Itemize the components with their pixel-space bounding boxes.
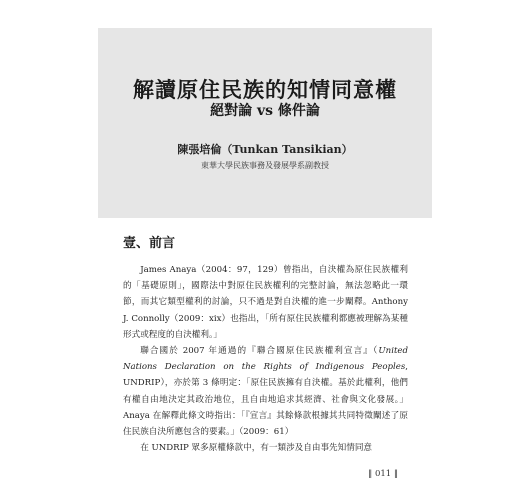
paragraph-text: 在 UNDRIP 眾多原權條款中，有一類涉及自由事先知情同意	[140, 443, 373, 454]
author-name: 陳張培倫（Tunkan Tansikian）	[177, 143, 353, 156]
article-title: 解讀原住民族的知情同意權	[133, 77, 397, 102]
paragraph-1	[123, 262, 408, 343]
italic-citation: United Nations Declaration on the Rights of Indigenous Peoples	[123, 346, 408, 373]
paragraph-text: 聯合國於 2007 年通過的『聯合國原住民族權利宣言』（	[140, 346, 379, 357]
paragraph-2	[123, 343, 408, 440]
body-text	[123, 262, 408, 456]
title-block	[98, 28, 432, 218]
page-number: ‖ 011 ‖	[368, 469, 399, 479]
author-affiliation: 東華大學民族事務及發展學系副教授	[201, 161, 329, 170]
section-heading: 壹、前言	[123, 236, 176, 251]
paragraph-3	[123, 440, 408, 456]
paragraph-text: James Anaya（2004：97，129）曾指出，自決權為原住民族權利的「基礎原則」，國際法中對原住民族權利的完整討論，無法忽略此一環節，而其它類型權利的討論，只不過是對自決權的進一步闡釋。Anthony J. Connolly（2009：xix）也指出，「所有原住民族權利都應被理解為某種形式或程度的自決權利。」	[123, 265, 408, 340]
article-subtitle: 絕對論 vs 條件論	[210, 103, 320, 119]
paragraph-text: , UNDRIP），亦於第 3 條明定：「原住民族擁有自決權。基於此權利，他們有權自由地決定其政治地位，且自由地追求其經濟、社會與文化發展。」Anaya 在解釋此條文時指出：「『宣言』其餘條款根據其共同特徵闡述了原住民族自決所應包含的要素。」（2009：61）	[123, 362, 408, 438]
